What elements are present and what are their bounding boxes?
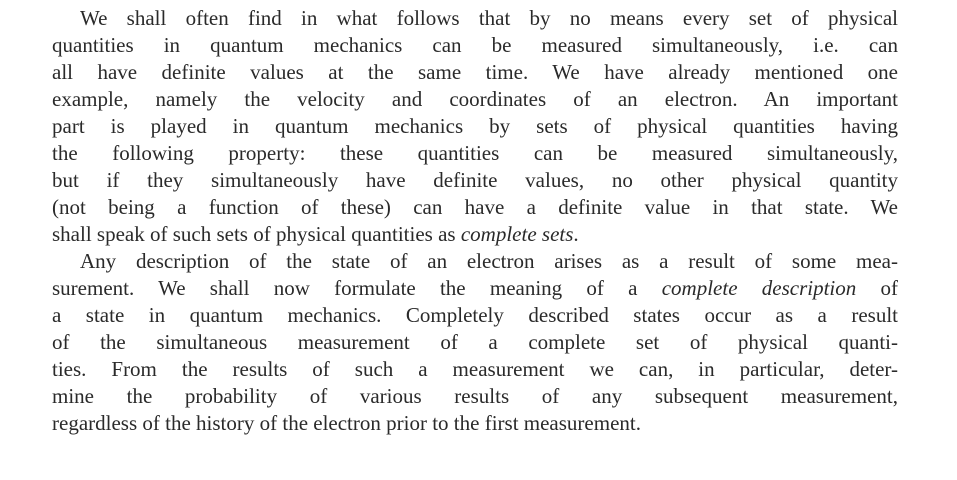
text-run: . bbox=[573, 222, 579, 246]
paragraph-2-line-3: a state in quantum mechanics. Completely described states occur as a result bbox=[52, 303, 898, 327]
italic-term-complete-sets: complete sets bbox=[460, 222, 574, 246]
paragraph-2-line-6: mine the probability of various results of any subsequent measurement, bbox=[52, 384, 898, 408]
paragraph-1-line-4: example, namely the velocity and coordinates of an electron. An important bbox=[52, 87, 898, 111]
paragraph-2-line-4: of the simultaneous measurement of a complete set of physical quanti- bbox=[52, 330, 898, 354]
text-run: shall speak of such sets of physical quantities as bbox=[52, 222, 461, 246]
paragraph-2-line-1: Any description of the state of an electron arises as a result of some mea- bbox=[80, 249, 898, 273]
paragraph-1-line-8: (not being a function of these) can have a definite value in that state. We bbox=[52, 195, 898, 219]
paragraph-2-line-7: regardless of the history of the electron prior to the first measurement. bbox=[52, 411, 641, 435]
italic-term-complete-description: complete description bbox=[661, 276, 857, 300]
paragraph-1-line-1: We shall often find in what follows that by no means every set of physical bbox=[80, 6, 898, 30]
text-run: of bbox=[856, 276, 898, 300]
paragraph-1-line-7: but if they simultaneously have definite values, no other physical quantity bbox=[52, 168, 898, 192]
paragraph-1-line-2: quantities in quantum mechanics can be measured simultaneously, i.e. can bbox=[52, 33, 898, 57]
paragraph-1-line-5: part is played in quantum mechanics by sets of physical quantities having bbox=[52, 114, 898, 138]
paragraph-2-line-2 bbox=[52, 275, 898, 301]
paragraph-1-line-3: all have definite values at the same time. We have already mentioned one bbox=[52, 60, 898, 84]
paragraph-1-line-6: the following property: these quantities can be measured simultaneously, bbox=[52, 141, 898, 165]
text-run: surement. We shall now formulate the meaning of a bbox=[52, 276, 662, 300]
paragraph-2-line-5: ties. From the results of such a measurement we can, in particular, deter- bbox=[52, 357, 898, 381]
paragraph-1-line-9 bbox=[52, 221, 898, 247]
